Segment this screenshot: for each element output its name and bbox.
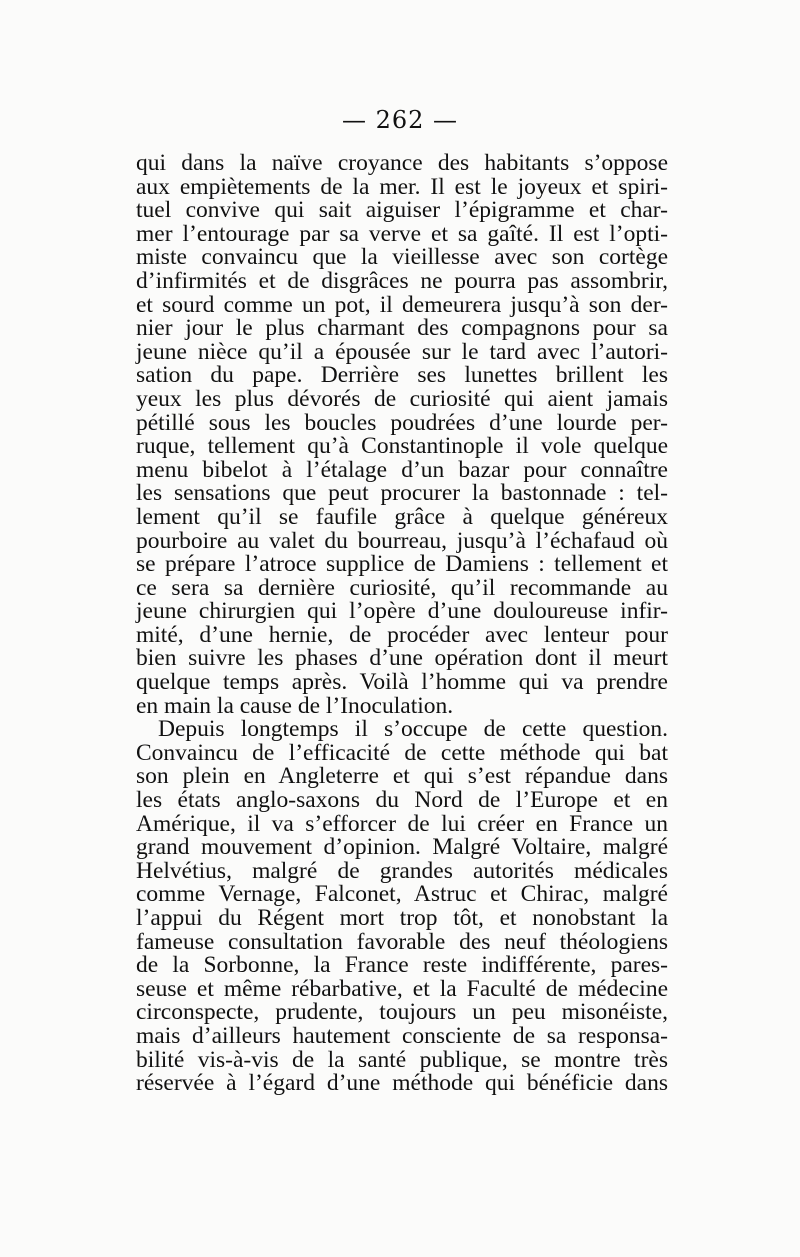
text-line: jeune chirurgien qui l’opère d’une douloureuse infir- — [136, 598, 668, 625]
text-line: pourboire au valet du bourreau, jusqu’à l’échafaud où — [136, 527, 668, 554]
text-line: réservée à l’égard d’une méthode qui bénéficie dans — [136, 1070, 668, 1097]
text-line: se prépare l’atroce supplice de Damiens : tellement et — [136, 551, 668, 578]
text-line: quelque temps après. Voilà l’homme qui va prendre — [136, 669, 668, 696]
text-line: tuel convive qui sait aiguiser l’épigramme et char- — [136, 197, 668, 224]
text-line: mais d’ailleurs hautement consciente de sa responsa- — [136, 1022, 668, 1049]
text-line: et sourd comme un pot, il demeurera jusqu’à son der- — [136, 291, 668, 318]
text-line: Helvétius, malgré de grandes autorités médicales — [136, 857, 668, 884]
text-line: fameuse consultation favorable des neuf théologiens — [136, 928, 668, 955]
text-line: lement qu’il se faufile grâce à quelque généreux — [136, 503, 668, 530]
text-line: comme Vernage, Falconet, Astruc et Chirac, malgré — [136, 881, 668, 908]
page-number: — 262 — — [341, 106, 459, 134]
text-line: Convaincu de l’efficacité de cette méthode qui bat — [136, 739, 668, 766]
text-line: aux empiètements de la mer. Il est le joyeux et spiri- — [136, 173, 668, 200]
text-line: de la Sorbonne, la France reste indifférente, pares- — [136, 952, 668, 979]
text-line: mer l’entourage par sa verve et sa gaîté. Il est l’opti- — [136, 220, 668, 247]
text-line: miste convaincu que la vieillesse avec son cortège — [136, 244, 668, 271]
text-line: Depuis longtemps il s’occupe de cette question. — [158, 716, 668, 743]
text-line: sation du pape. Derrière ses lunettes brillent les — [136, 362, 668, 389]
text-line: jeune nièce qu’il a épousée sur le tard avec l’autori- — [136, 338, 668, 365]
text-line: qui dans la naïve croyance des habitants s’oppose — [136, 150, 668, 176]
text-line: son plein en Angleterre et qui s’est répandue dans — [136, 763, 668, 790]
text-line: seuse et même rébarbative, et la Faculté de médecine — [136, 975, 668, 1002]
text-line: menu bibelot à l’étalage d’un bazar pour connaître — [136, 456, 668, 483]
body-text — [136, 152, 668, 1096]
text-line: les sensations que peut procurer la bastonnade : tel- — [136, 480, 668, 507]
text-line: les états anglo-saxons du Nord de l’Europe et en — [136, 787, 668, 814]
text-line: ce sera sa dernière curiosité, qu’il recommande au — [136, 574, 668, 601]
text-line: bilité vis-à-vis de la santé publique, se montre très — [136, 1046, 668, 1073]
text-line: pétillé sous les boucles poudrées d’une lourde per- — [136, 409, 668, 436]
text-line: Amérique, il va s’efforcer de lui créer en France un — [136, 810, 668, 837]
text-line: mité, d’une hernie, de procéder avec lenteur pour — [136, 621, 668, 648]
text-line: circonspecte, prudente, toujours un peu misonéiste, — [136, 999, 668, 1026]
text-line: nier jour le plus charmant des compagnons pour sa — [136, 315, 668, 342]
text-line: bien suivre les phases d’une opération dont il meurt — [136, 645, 668, 672]
text-line: yeux les plus dévorés de curiosité qui aient jamais — [136, 385, 668, 412]
text-line: ruque, tellement qu’à Constantinople il vole quelque — [136, 433, 668, 460]
text-line: grand mouvement d’opinion. Malgré Voltaire, malgré — [136, 834, 668, 861]
text-line: d’infirmités et de disgrâces ne pourra pas assombrir, — [136, 267, 668, 294]
text-line: en main la cause de l’Inoculation. — [136, 692, 454, 719]
text-line: l’appui du Régent mort trop tôt, et nonobstant la — [136, 905, 668, 931]
